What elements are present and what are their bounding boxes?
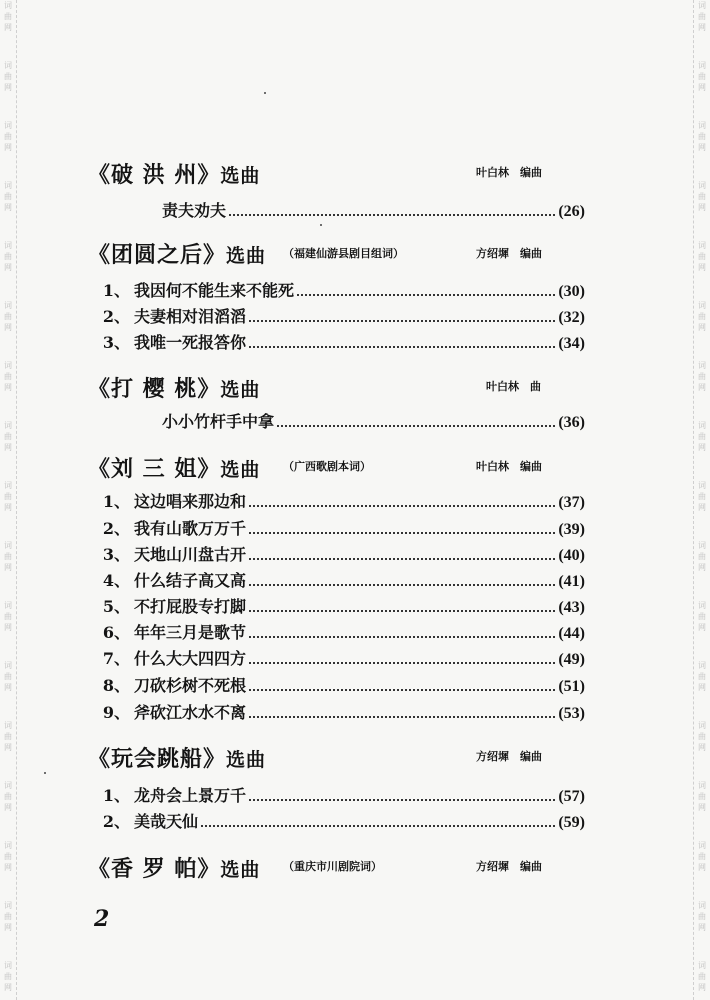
dot-leader [297,294,555,296]
entry-title: 天地山川盘古开 [134,545,247,564]
section-title: 《打 樱 桃》选曲 [88,376,261,402]
section-credit: 叶白林 编曲 [476,460,542,473]
dot-leader [249,662,555,664]
watermark-text: 词 曲 网 [4,481,12,512]
section-title: 《香 罗 帕》选曲 [88,856,261,882]
entry-title: 责夫劝夫 [162,201,227,220]
watermark-text: 词 曲 网 [4,901,12,932]
section-credit: 方绍墀 编曲 [476,860,542,873]
entry-page: (30) [558,283,585,300]
section-note: （广西歌剧本词） [283,460,371,473]
section-credit: 叶白林 编曲 [476,166,542,179]
watermark-text: 词 曲 网 [4,781,12,812]
dot-leader [249,799,555,801]
toc-entry[interactable] [102,621,585,643]
dot-leader [249,505,555,507]
entry-title: 我因何不能生来不能死 [134,281,295,300]
entry-number: 9、 [102,703,130,722]
entry-number: 3、 [102,545,130,564]
dot-leader [249,320,555,322]
dot-leader [249,689,555,691]
watermark-text: 词 曲 网 [698,661,706,692]
watermark-text: 词 曲 网 [698,781,706,812]
toc-entry[interactable] [102,647,585,669]
print-speck [44,772,46,774]
watermark-text: 词 曲 网 [698,901,706,932]
entry-page: (59) [558,814,585,831]
toc-entry[interactable] [102,701,585,723]
entry-page: (49) [558,651,585,668]
section-title: 《团圆之后》选曲 [88,242,267,268]
toc-entry[interactable] [130,199,585,221]
section-credit: 方绍墀 编曲 [476,750,542,763]
toc-entry[interactable] [102,490,585,512]
toc-entry[interactable] [102,279,585,301]
entry-page: (43) [558,599,585,616]
watermark-text: 词 曲 网 [698,721,706,752]
toc-entry[interactable] [102,305,585,327]
dot-leader [249,558,555,560]
toc-entry[interactable] [102,517,585,539]
dot-leader [249,346,555,348]
dot-leader [229,214,555,216]
section-title: 《玩会跳船》选曲 [88,746,267,772]
watermark-text: 词 曲 网 [698,301,706,332]
entry-page: (51) [558,678,585,695]
watermark-text: 词 曲 网 [698,121,706,152]
entry-title: 我有山歌万万千 [134,519,247,538]
entry-number: 3、 [102,333,130,352]
section-title: 《破 洪 州》选曲 [88,162,261,188]
print-speck [320,224,322,226]
watermark-text: 词 曲 网 [698,241,706,272]
toc-entry[interactable] [102,810,585,832]
entry-number: 2、 [102,307,130,326]
entry-number: 5、 [102,597,130,616]
watermark-text: 词 曲 网 [698,181,706,212]
entry-title: 我唯一死报答你 [134,333,247,352]
watermark-text: 词 曲 网 [698,961,706,992]
entry-number: 2、 [102,812,130,831]
toc-entry[interactable] [102,543,585,565]
watermark-text: 词 曲 网 [4,661,12,692]
watermark-text: 词 曲 网 [698,841,706,872]
watermark-text: 词 曲 网 [4,1,12,32]
watermark-text: 词 曲 网 [4,721,12,752]
dot-leader [201,825,555,827]
dot-leader [249,532,555,534]
entry-page: (34) [558,335,585,352]
entry-page: (44) [558,625,585,642]
entry-page: (36) [558,414,585,431]
entry-title: 小小竹杆手中拿 [162,412,275,431]
entry-number: 1、 [102,492,130,511]
section-credit: 方绍墀 编曲 [476,247,542,260]
watermark-text: 词 曲 网 [4,601,12,632]
watermark-text: 词 曲 网 [698,601,706,632]
section-title: 《刘 三 姐》选曲 [88,456,261,482]
entry-number: 7、 [102,649,130,668]
watermark-text: 词 曲 网 [4,541,12,572]
entry-title: 美哉天仙 [134,812,199,831]
toc-entry[interactable] [130,410,585,432]
entry-title: 这边唱来那边和 [134,492,247,511]
entry-title: 龙舟会上景万千 [134,786,247,805]
entry-page: (40) [558,547,585,564]
toc-entry[interactable] [102,784,585,806]
entry-page: (37) [558,494,585,511]
toc-entry[interactable] [102,331,585,353]
section-credit: 叶白林 曲 [486,380,541,393]
entry-page: (57) [558,788,585,805]
entry-title: 不打屁股专打脚 [134,597,247,616]
watermark-text: 词 曲 网 [4,361,12,392]
watermark-text: 词 曲 网 [4,841,12,872]
entry-title: 刀砍杉树不死根 [134,676,247,695]
dot-leader [277,425,555,427]
dot-leader [249,584,555,586]
watermark-text: 词 曲 网 [4,241,12,272]
entry-title: 什么大大四四方 [134,649,247,668]
dot-leader [249,716,555,718]
entry-number: 2、 [102,519,130,538]
entry-title: 什么结子高又高 [134,571,247,590]
entry-title: 年年三月是歌节 [134,623,247,642]
entry-page: (26) [558,203,585,220]
dot-leader [249,636,555,638]
watermark-text: 词 曲 网 [698,421,706,452]
entry-number: 1、 [102,281,130,300]
watermark-text: 词 曲 网 [4,961,12,992]
entry-number: 4、 [102,571,130,590]
toc-entry[interactable] [102,595,585,617]
section-note: （重庆市川剧院词） [283,860,382,873]
dot-leader [249,610,555,612]
entry-page: (39) [558,521,585,538]
watermark-text: 词 曲 网 [698,481,706,512]
entry-page: (32) [558,309,585,326]
toc-entry[interactable] [102,674,585,696]
print-speck [264,92,266,94]
entry-number: 1、 [102,786,130,805]
watermark-text: 词 曲 网 [4,181,12,212]
entry-page: (53) [558,705,585,722]
watermark-text: 词 曲 网 [4,61,12,92]
watermark-text: 词 曲 网 [4,121,12,152]
page-number: 2 [94,906,110,932]
watermark-text: 词 曲 网 [698,541,706,572]
entry-page: (41) [558,573,585,590]
watermark-text: 词 曲 网 [4,421,12,452]
watermark-text: 词 曲 网 [698,1,706,32]
entry-number: 6、 [102,623,130,642]
watermark-text: 词 曲 网 [698,61,706,92]
entry-number: 8、 [102,676,130,695]
entry-title: 斧砍江水水不离 [134,703,247,722]
toc-entry[interactable] [102,569,585,591]
section-note: （福建仙游县剧目组词） [283,247,404,260]
watermark-text: 词 曲 网 [4,301,12,332]
watermark-text: 词 曲 网 [698,361,706,392]
entry-title: 夫妻相对泪滔滔 [134,307,247,326]
